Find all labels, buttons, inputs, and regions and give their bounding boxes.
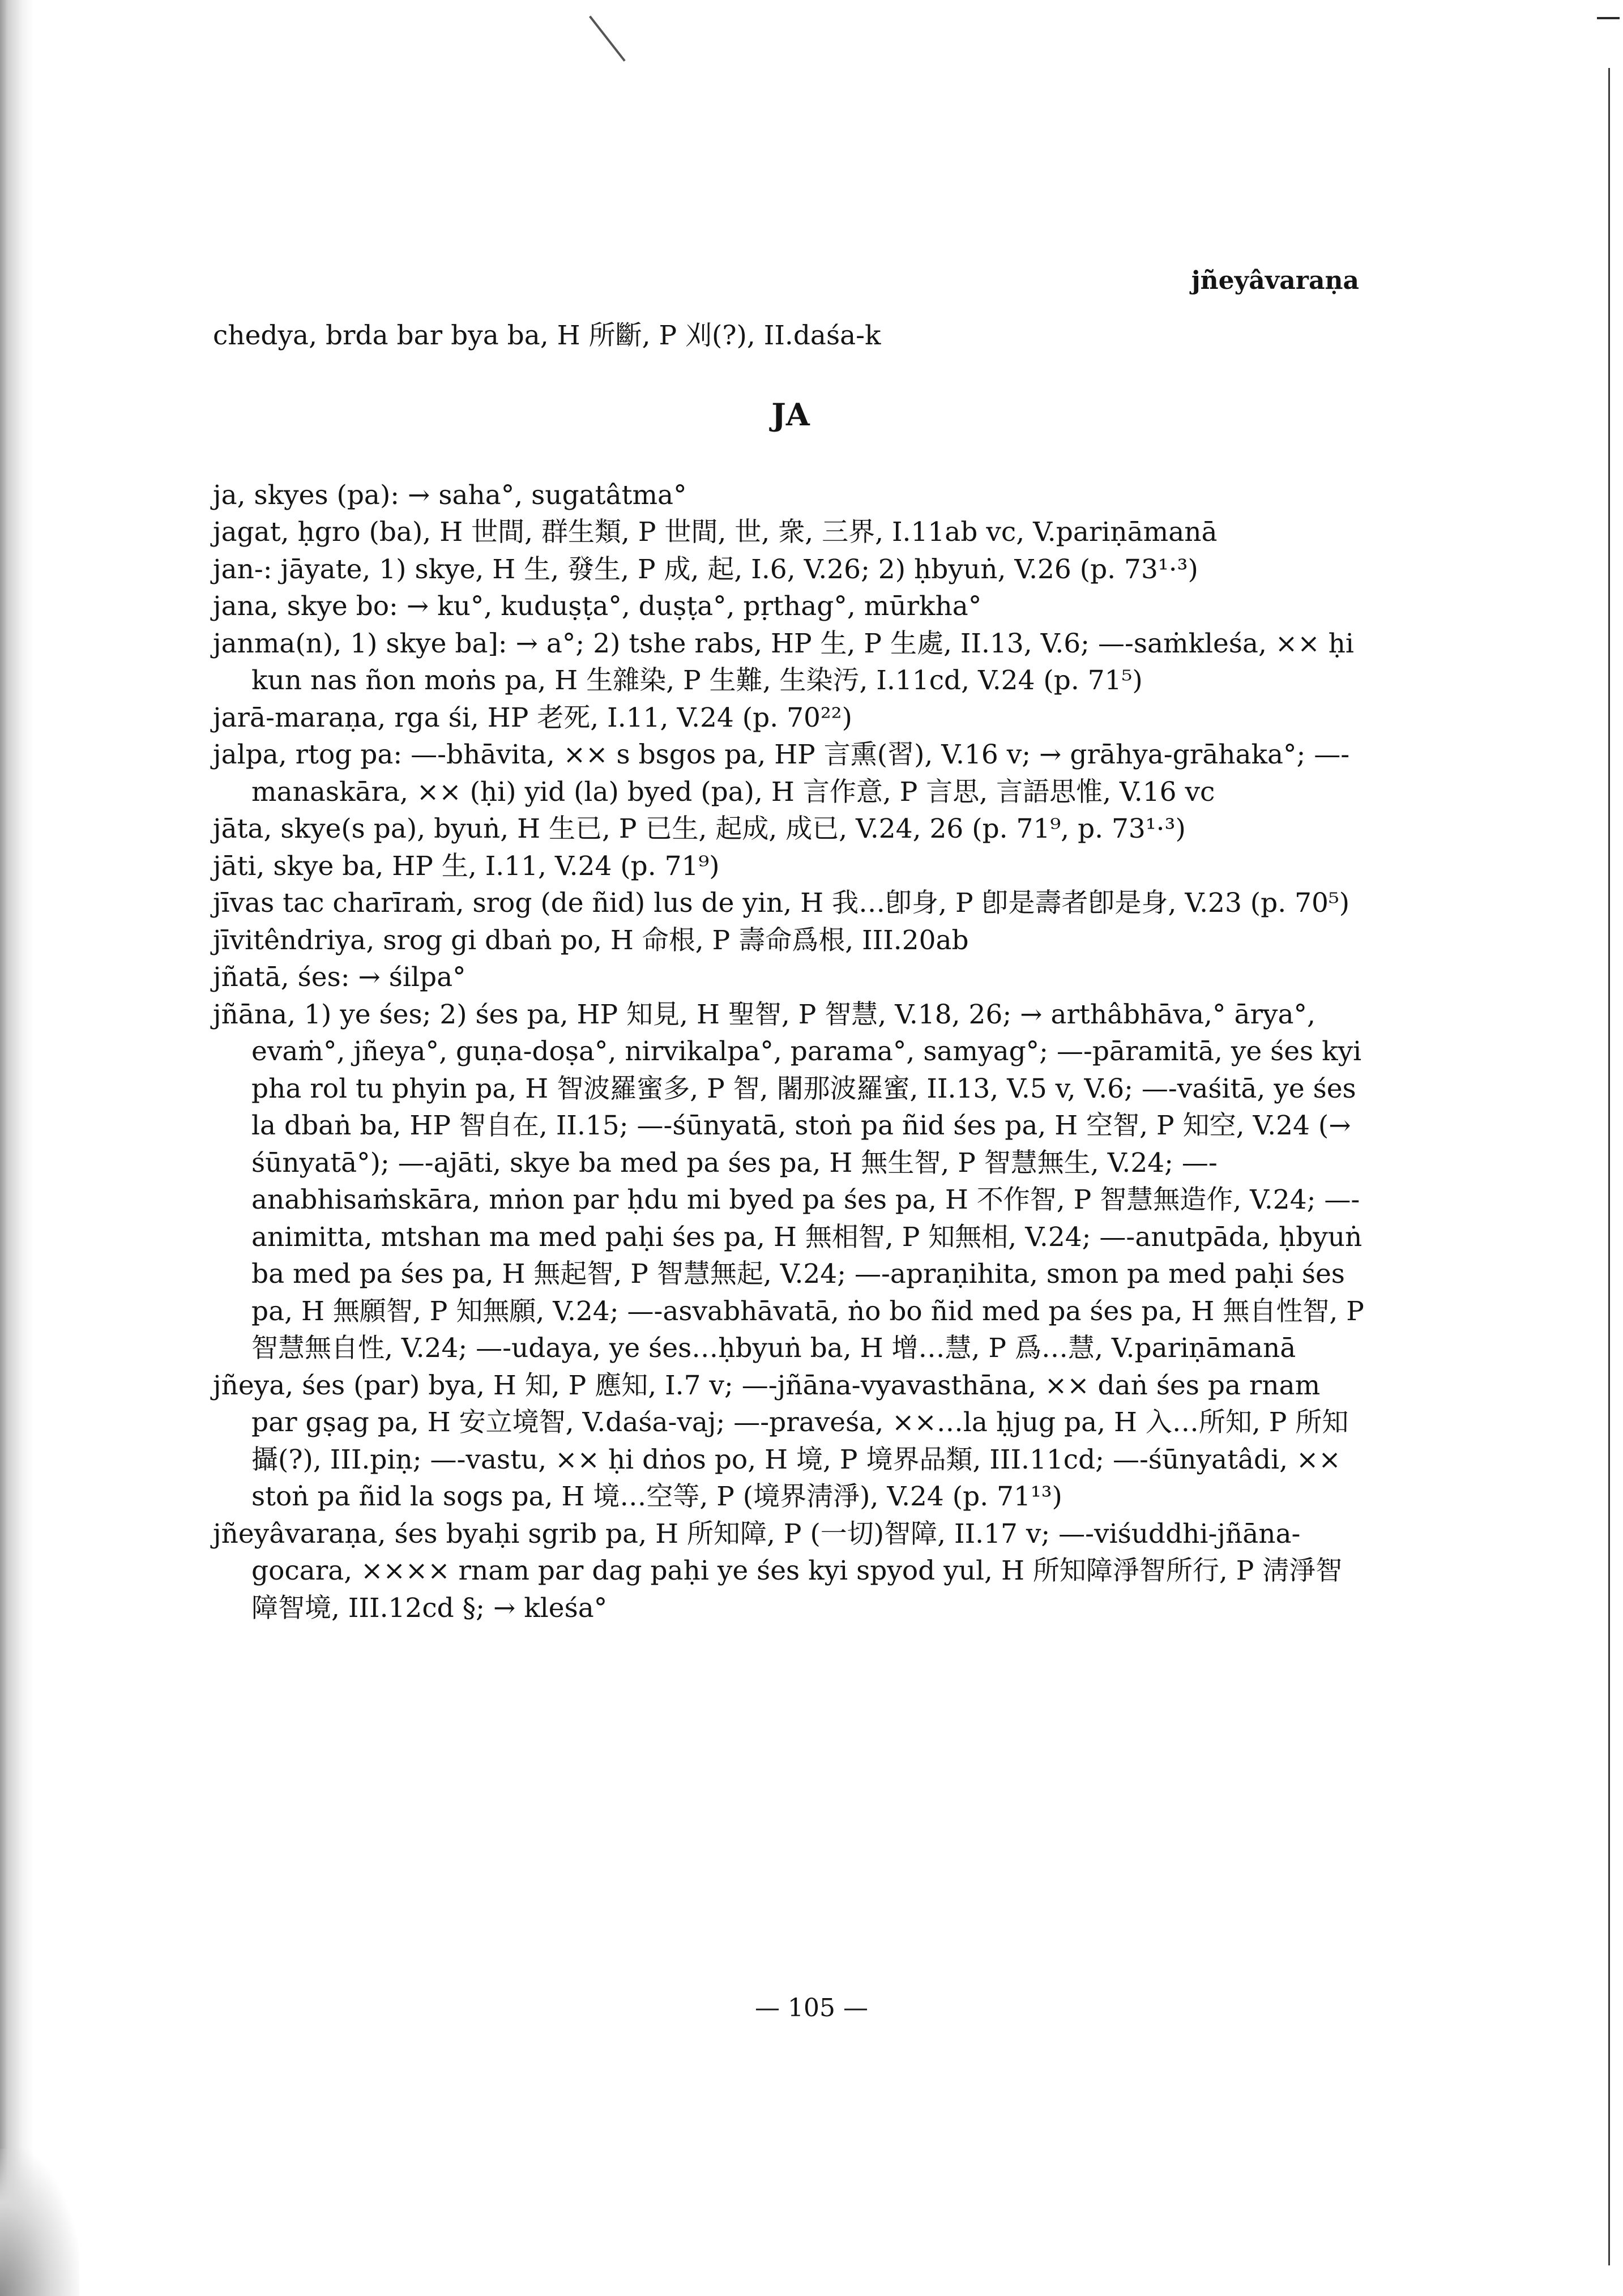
scan-bottom-corner-shadow: [0, 2149, 79, 2296]
page-number: — 105 —: [755, 1994, 868, 2022]
entry-jati: jāti, skye ba, HP 生, I.11, V.24 (p. 71⁹): [213, 850, 720, 882]
scan-corner-mark: [1597, 17, 1620, 19]
entry-jara-marana: jarā-maraṇa, rga śi, HP 老死, I.11, V.24 (p. 70²²): [213, 702, 852, 733]
scan-left-edge-shadow: [0, 0, 34, 2296]
entry-jneyavarana: jñeyâvaraṇa, śes byaḥi sgrib pa, H 所知障, P (一切)智障, II.17 v; —-viśuddhi-jñāna-gocara, ×××× rnam par dag paḥi ye śes kyi spyod yul, H 所知障淨智所行, P 淸淨智障智境, III.12cd §; → kleśa°: [213, 1518, 1343, 1624]
entry-jivas: jīvas tac charīraṁ, srog (de ñid) lus de yin, H 我…卽身, P 卽是壽者卽是身, V.23 (p. 70⁵): [213, 887, 1350, 919]
entry-ja: ja, skyes (pa): → saha°, sugatâtma°: [213, 479, 687, 511]
scan-right-edge-line: [1608, 68, 1610, 2265]
section-heading: JA: [771, 396, 810, 433]
entry-jneya: jñeya, śes (par) bya, H 知, P 應知, I.7 v; —-jñāna-vyavasthāna, ×× daṅ śes pa rnam par gṣag pa, H 安立境智, V.daśa-vaj; —-praveśa, ××…la ḥjug pa, H 入…所知, P 所知攝(?), III.piṇ; —-vastu, ×× ḥi dṅos po, H 境, P 境界品類, III.11cd; —-śūnyatâdi, ×× stoṅ pa ñid la sogs pa, H 境…空等, P (境界淸淨), V.24 (p. 71¹³): [213, 1369, 1349, 1512]
entry-jnana: jñāna, 1) ye śes; 2) śes pa, HP 知見, H 聖智, P 智慧, V.18, 26; → arthâbhāva,° ārya°, evaṁ°, jñeya°, guṇa-doṣa°, nirvikalpa°, parama°, samyag°; —-pāramitā, ye śes kyi pha rol tu phyin pa, H 智波羅蜜多, P 智, 闍那波羅蜜, II.13, V.5 v, V.6; —-vaśitā, ye śes la dbaṅ ba, HP 智自在, II.15; —-śūnyatā, stoṅ pa ñid śes pa, H 空智, P 知空, V.24 (→ śūnyatā°); —-ajāti, skye ba med pa śes pa, H 無生智, P 智慧無生, V.24; —-anabhisaṁskāra, mṅon par ḥdu mi byed pa śes pa, H 不作智, P 智慧無造作, V.24; —-animitta, mtshan ma med paḥi śes pa, H 無相智, P 知無相, V.24; —-anutpāda, ḥbyuṅ ba med pa śes pa, H 無起智, P 智慧無起, V.24; —-apraṇihita, smon pa med paḥi śes pa, H 無願智, P 知無願, V.24; —-asvabhāvatā, ṅo bo ñid med pa śes pa, H 無自性智, P 智慧無自性, V.24; —-udaya, ye śes…ḥbyuṅ ba, H 增…慧, P 爲…慧, V.pariṇāmanā: [213, 998, 1364, 1364]
entry-jivitendriya: jīvitêndriya, srog gi dbaṅ po, H 命根, P 壽命爲根, III.20ab: [213, 924, 969, 956]
entry-chedya: chedya, brda bar bya ba, H 所斷, P 刈(?), II.daśa-k: [213, 320, 881, 351]
entry-jagat: jagat, ḥgro (ba), H 世間, 群生類, P 世間, 世, 衆, 三界, I.11ab vc, V.pariṇāmanā: [213, 517, 1218, 548]
entry-jata: jāta, skye(s pa), byuṅ, H 生已, P 已生, 起成, 成已, V.24, 26 (p. 71⁹, p. 73¹·³): [213, 813, 1186, 844]
entry-janman: janma(n), 1) skye ba]: → a°; 2) tshe rabs, HP 生, P 生處, II.13, V.6; —-saṁkleśa, ×× ḥi kun nas ñon moṅs pa, H 生雜染, P 生難, 生染汚, I.11cd, V.24 (p. 71⁵): [213, 628, 1354, 696]
running-head: jñeyâvaraṇa: [1191, 266, 1359, 295]
pen-stroke-mark: [589, 16, 626, 62]
entry-jana: jana, skye bo: → ku°, kuduṣṭa°, duṣṭa°, pṛthag°, mūrkha°: [213, 591, 982, 622]
entry-jalpa: jalpa, rtog pa: —-bhāvita, ×× s bsgos pa, HP 言熏(習), V.16 v; → grāhya-grāhaka°; —-manaskāra, ×× (ḥi) yid (la) byed (pa), H 言作意, P 言思, 言語思惟, V.16 vc: [213, 739, 1350, 808]
entry-jan: jan-: jāyate, 1) skye, H 生, 發生, P 成, 起, I.6, V.26; 2) ḥbyuṅ, V.26 (p. 73¹·³): [213, 553, 1198, 585]
dictionary-text: [213, 317, 1368, 1627]
entry-jnata: jñatā, śes: → śilpa°: [213, 962, 466, 993]
